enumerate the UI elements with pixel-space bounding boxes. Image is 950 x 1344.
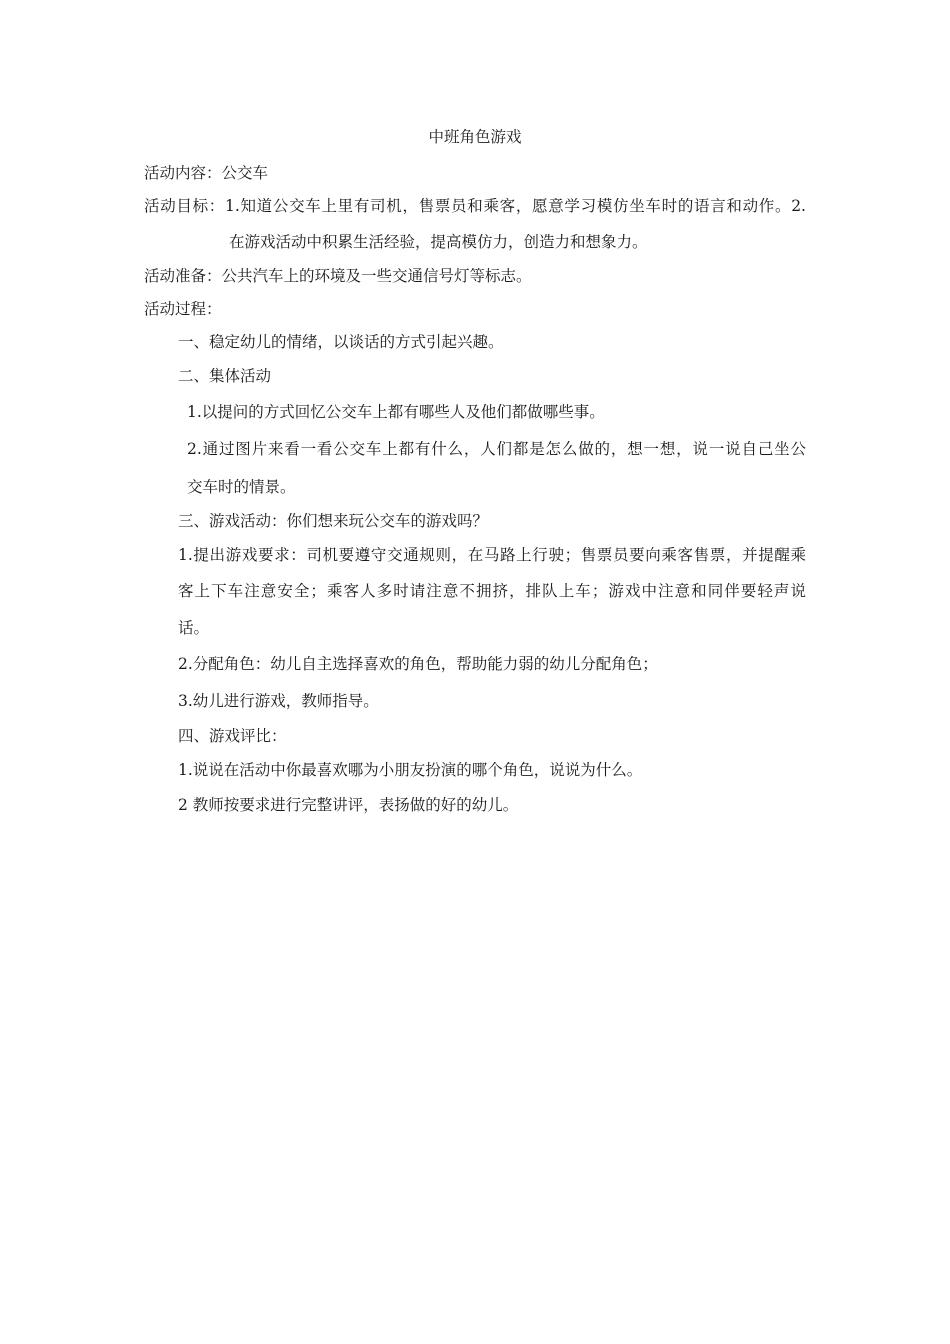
step-3-item-1-line-2: 客上下车注意安全；乘客人多时请注意不拥挤，排队上车；游戏中注意和同伴要轻声说: [178, 582, 806, 600]
document-title: 中班角色游戏: [428, 128, 522, 146]
step-2-item-2-line-1: 2.通过图片来看一看公交车上都有什么，人们都是怎么做的，想一想，说一说自己坐公: [187, 440, 806, 458]
step-3-item-1-line-1: 1.提出游戏要求：司机要遵守交通规则，在马路上行驶；售票员要向乘客售票，并提醒乘: [178, 546, 806, 564]
step-4-item-1: 1.说说在活动中你最喜欢哪为小朋友扮演的哪个角色，说说为什么。: [178, 761, 643, 779]
activity-content: 活动内容：公交车: [144, 164, 269, 182]
step-2-heading: 二、集体活动: [178, 367, 272, 385]
step-3-item-2: 2.分配角色：幼儿自主选择喜欢的角色，帮助能力弱的幼儿分配角色；: [178, 655, 658, 673]
step-3-item-3: 3.幼儿进行游戏，教师指导。: [178, 692, 379, 710]
activity-process-label: 活动过程：: [144, 300, 222, 318]
step-4-item-2: 2 教师按要求进行完整讲评，表扬做的好的幼儿。: [178, 796, 519, 814]
activity-preparation: 活动准备：公共汽车上的环境及一些交通信号灯等标志。: [144, 267, 532, 285]
activity-goal-line-1: 活动目标：1.知道公交车上里有司机，售票员和乘客，愿意学习模仿坐车时的语言和动作。2.: [144, 197, 806, 215]
step-2-item-1: 1.以提问的方式回忆公交车上都有哪些人及他们都做哪些事。: [187, 403, 605, 421]
step-1: 一、稳定幼儿的情绪，以谈话的方式引起兴趣。: [178, 333, 504, 351]
step-2-item-2-line-2: 交车时的情景。: [187, 478, 296, 496]
step-4-heading: 四、游戏评比：: [178, 727, 287, 745]
step-3-item-1-line-3: 话。: [178, 619, 210, 637]
activity-goal-line-2: 在游戏活动中积累生活经验，提高模仿力，创造力和想象力。: [229, 233, 648, 251]
step-3-heading: 三、游戏活动：你们想来玩公交车的游戏吗？: [178, 512, 489, 530]
